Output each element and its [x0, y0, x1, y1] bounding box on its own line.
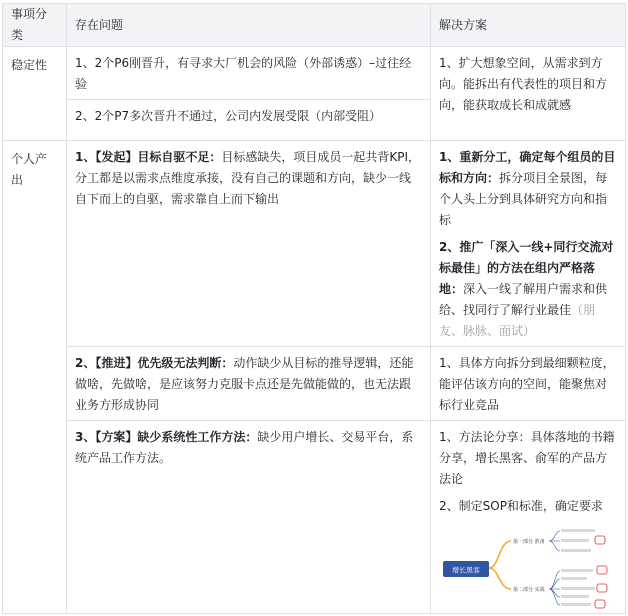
- problem-cell: 2、2个P7多次晋升不通过，公司内发展受限（内部受阻）: [67, 100, 431, 141]
- solution-note: （朋友、脉脉、面试）: [439, 303, 596, 338]
- problem-text: 目标感缺失，项目成员一起共背KPI，分工都是以需求点维度承接，没有自己的课题和方向，缺少一线自下而上的自驱，需求靠自上而下输出: [75, 150, 421, 206]
- table-row: [3, 347, 626, 421]
- solution-text: 1、方法论分享：具体落地的书籍分享，增长黑客、俞军的产品方法论: [439, 430, 615, 486]
- problem-title: 1、【发起】目标自驱不足：: [75, 150, 222, 164]
- solution-cell: [431, 141, 626, 347]
- solution-text: 深入一线了解用户需求和供给、找同行了解行业最佳: [439, 282, 608, 317]
- solution-cell: 1、具体方向拆分到最细颗粒度，能评估该方向的空间，能聚焦对标行业竞品: [431, 347, 626, 421]
- header-solution: 解决方案: [431, 4, 626, 47]
- table-row: [3, 421, 626, 614]
- problem-cell: [67, 141, 431, 347]
- table-row: [3, 47, 626, 100]
- problem-cell: 1、2个P6刚晋升，有寻求大厂机会的风险（外部诱惑）–过往经验: [67, 47, 431, 100]
- problem-text: 动作缺少从目标的推导逻辑，还能做啥，先做啥，是应该努力克服卡点还是先做能做的，也无法跟业务方形成协同: [75, 356, 414, 412]
- solution-cell: 1、扩大想象空间，从需求到方向。能拆出有代表性的项目和方向，能获取成长和成就感: [431, 47, 626, 141]
- solution-text: 2、制定SOP和标准，确定要求: [439, 499, 603, 513]
- mindmap-branch-label: 第一部分 准备: [513, 539, 545, 545]
- solution-title: 1、重新分工，确定每个组员的目标和方向：: [439, 150, 616, 185]
- problem-cell: [67, 347, 431, 421]
- problem-solution-table: [2, 3, 626, 614]
- problem-title: 2、【推进】优先级无法判断：: [75, 356, 234, 370]
- header-category: 事项分类: [3, 4, 67, 47]
- problem-text: 缺少用户增长、交易平台，系统产品工作方法。: [75, 430, 414, 465]
- solution-cell: [431, 421, 626, 614]
- problem-title: 3、【方案】缺少系统性工作方法：: [75, 430, 258, 444]
- problem-cell: [67, 421, 431, 614]
- solution-title: 2、推广「深入一线+同行交流对标最佳」的方法在组内严格落地：: [439, 240, 614, 296]
- mindmap-branch-label: 第二部分 实战: [513, 587, 545, 593]
- category-output: 个人产出: [3, 141, 67, 614]
- header-problem: 存在问题: [67, 4, 431, 47]
- mindmap-root-label: 增长黑客: [452, 566, 480, 575]
- mindmap-image: [439, 523, 609, 609]
- category-stability: 稳定性: [3, 47, 67, 141]
- table-row: [3, 141, 626, 347]
- table-header-row: [3, 4, 626, 47]
- solution-text: 拆分项目全景图，每个人头上分到具体研究方向和指标: [439, 171, 608, 227]
